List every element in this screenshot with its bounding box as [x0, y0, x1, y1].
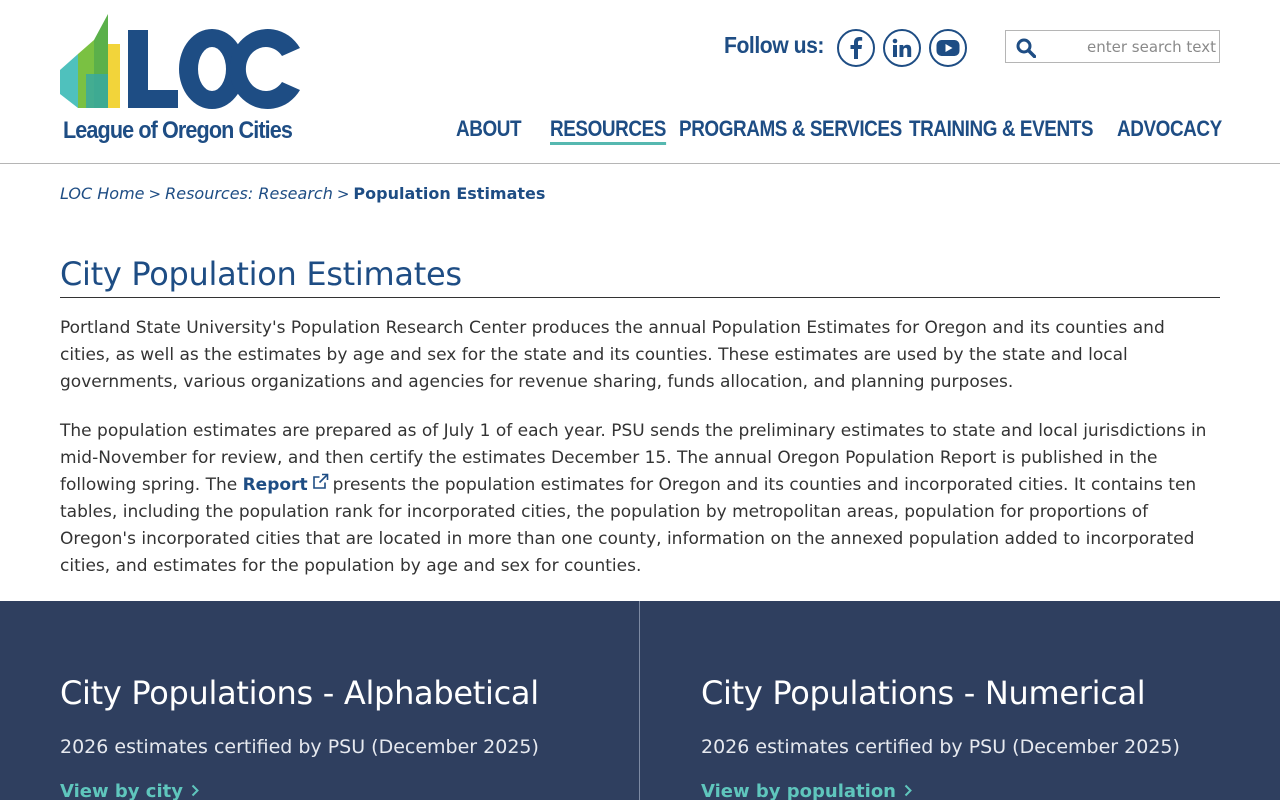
report-link[interactable] — [243, 475, 333, 495]
card-alphabetical — [0, 601, 640, 800]
site-search — [1005, 30, 1220, 63]
search-input[interactable] — [1050, 33, 1216, 61]
follow-us-label: Follow us: — [724, 32, 825, 58]
report-paragraph — [60, 418, 1220, 580]
chevron-right-icon — [191, 784, 199, 797]
logo-tagline: League of Oregon Cities — [63, 117, 292, 144]
breadcrumb-separator: > — [148, 185, 162, 203]
view-by-city-link[interactable] — [60, 781, 199, 800]
main-nav — [0, 116, 1280, 150]
breadcrumb-separator: > — [336, 185, 350, 203]
site-header — [0, 0, 1280, 164]
facebook-link[interactable] — [837, 29, 875, 67]
card-subtitle: 2026 estimates certified by PSU (December 2025) — [60, 736, 539, 758]
view-by-city-label: View by city — [60, 781, 183, 800]
youtube-link[interactable] — [929, 29, 967, 67]
card-title: City Populations - Alphabetical — [60, 674, 539, 712]
report-paragraph-text-before: The population estimates are prepared as of July 1 of each year. PSU sends the preliminary estimates to state and local jurisdictions in mid-November for review, and then certify the estimates December 15. The annual Oregon Population Report is published in the following spring. The — [60, 421, 1207, 495]
nav-item-training-events[interactable]: TRAINING & EVENTS — [909, 116, 1094, 141]
facebook-icon — [849, 37, 863, 59]
linkedin-icon — [892, 38, 912, 58]
card-subtitle: 2026 estimates certified by PSU (December 2025) — [701, 736, 1180, 758]
linkedin-link[interactable] — [883, 29, 921, 67]
search-icon[interactable] — [1016, 38, 1036, 58]
report-link-label: Report — [242, 475, 308, 495]
external-link-icon — [312, 473, 329, 490]
youtube-icon — [936, 39, 960, 57]
breadcrumb-loc-home[interactable]: LOC Home — [60, 184, 145, 203]
nav-item-advocacy[interactable]: ADVOCACY — [1117, 116, 1222, 141]
breadcrumb — [60, 184, 545, 203]
report-paragraph-text-after: presents the population estimates for Oregon and its counties and incorporated cities. It contains ten tables, including the population rank for incorporated cities, the population by metropolitan areas, population for proportions of Oregon's incorporated cities that are located in more than one county, information on the annexed population added to incorporated cities, and estimates for the population by age and sex for counties. — [60, 475, 1197, 576]
page-title: City Population Estimates — [60, 255, 1220, 298]
nav-item-resources[interactable]: RESOURCES — [550, 116, 666, 145]
card-numerical — [641, 601, 1280, 800]
view-by-population-label: View by population — [701, 781, 896, 800]
view-by-population-link[interactable] — [701, 781, 912, 800]
nav-item-programs-services[interactable]: PROGRAMS & SERVICES — [679, 116, 902, 141]
breadcrumb-resources-research[interactable]: Resources: Research — [165, 184, 333, 203]
nav-item-about[interactable]: ABOUT — [456, 116, 522, 141]
population-cards — [0, 601, 1280, 800]
intro-paragraph: Portland State University's Population Research Center produces the annual Population Estimates for Oregon and its counties and cities, as well as the estimates by age and sex for the state and its counties. These estimates are used by the state and local governments, various organizations and agencies for revenue sharing, funds allocation, and planning purposes. — [60, 318, 1165, 392]
breadcrumb-current: Population Estimates — [353, 184, 546, 203]
loc-logo-mark — [60, 14, 310, 114]
chevron-right-icon — [904, 784, 912, 797]
card-title: City Populations - Numerical — [701, 674, 1146, 712]
